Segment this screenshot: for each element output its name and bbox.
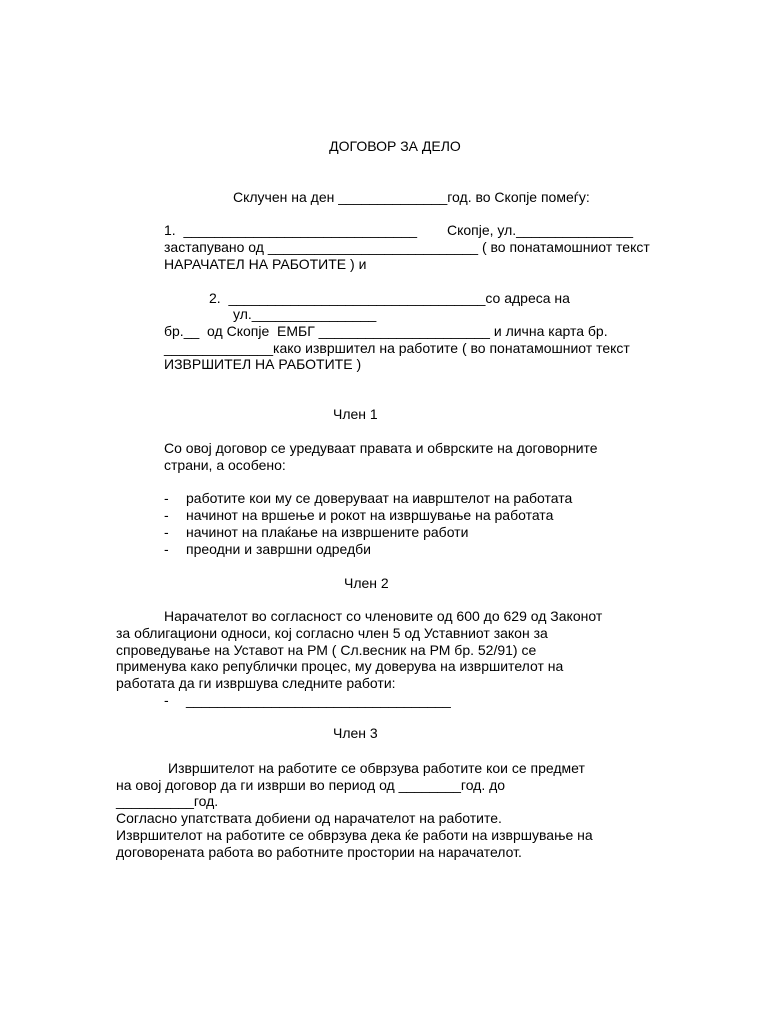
- list-item: работите кои му се доверуваат на иаврштелот на работата: [186, 490, 573, 506]
- party1-address-line: Скопје, ул._______________: [447, 222, 633, 238]
- document-title: ДОГОВОР ЗА ДЕЛО: [329, 138, 461, 154]
- article3-line: договорената работа во работните простории на нарачателот.: [116, 844, 522, 860]
- party2-id-line: бр.__ од Скопје ЕМБГ ______________________ и лична карта бр.: [164, 323, 608, 339]
- list-item: преодни и завршни одредби: [186, 541, 371, 557]
- list-bullet: -: [164, 490, 169, 506]
- article3-line: __________год.: [116, 793, 219, 809]
- article2-blank-line: __________________________________: [186, 692, 451, 708]
- article3-heading: Член 3: [333, 725, 378, 741]
- article1-intro-line: Со овој договор се уредуваат правата и обврските на договорните: [164, 440, 598, 456]
- article2-heading: Член 2: [344, 575, 389, 591]
- article1-heading: Член 1: [333, 406, 378, 422]
- article2-line: применува како републички процес, му доверува на извршителот на: [116, 658, 564, 674]
- party2-contractor-line: ______________како извршител на работите ( во понатамошниот текст: [164, 340, 630, 356]
- article2-line: за облигациони односи, кој согласно член 5 од Уставниот закон за: [116, 625, 548, 641]
- list-item: начинот на вршење и рокот на извршување на работата: [186, 507, 554, 523]
- concluded-line: Склучен на ден ______________год. во Скопје помеѓу:: [233, 189, 590, 205]
- list-bullet: -: [164, 692, 169, 708]
- party2-name-line: 2. _________________________________со адреса на: [209, 290, 570, 306]
- article2-line: Нарачателот во согласност со членовите од 600 до 629 од Законот: [164, 608, 603, 624]
- party2-street-line: ул.________________: [233, 306, 377, 322]
- article3-line: Извршителот на работите се обврзува работите кои се предмет: [168, 760, 585, 776]
- party1-role-line: НАРАЧАТЕЛ НА РАБОТИТЕ ) и: [164, 256, 367, 272]
- article2-line: работата да ги извршува следните работи:: [116, 675, 396, 691]
- list-item: начинот на плаќање на извршените работи: [186, 524, 469, 540]
- article1-intro-line: страни, а особено:: [164, 457, 286, 473]
- list-bullet: -: [164, 541, 169, 557]
- party1-name-line: 1. ______________________________: [164, 222, 418, 238]
- article2-line: спроведување на Уставот на РМ ( Сл.весник на РМ бр. 52/91) се: [116, 642, 537, 658]
- party1-representative-line: застапувано од ___________________________ ( во понатамошниот текст: [164, 239, 650, 255]
- article3-line: на овој договор да ги изврши во период од ________год. до: [116, 777, 506, 793]
- article3-line: Извршителот на работите се обврзува дека ќе работи на извршување на: [116, 827, 593, 843]
- list-bullet: -: [164, 524, 169, 540]
- party2-role-line: ИЗВРШИТЕЛ НА РАБОТИТЕ ): [164, 356, 362, 372]
- article3-line: Согласно упатствата добиени од нарачателот на работите.: [116, 810, 502, 826]
- list-bullet: -: [164, 507, 169, 523]
